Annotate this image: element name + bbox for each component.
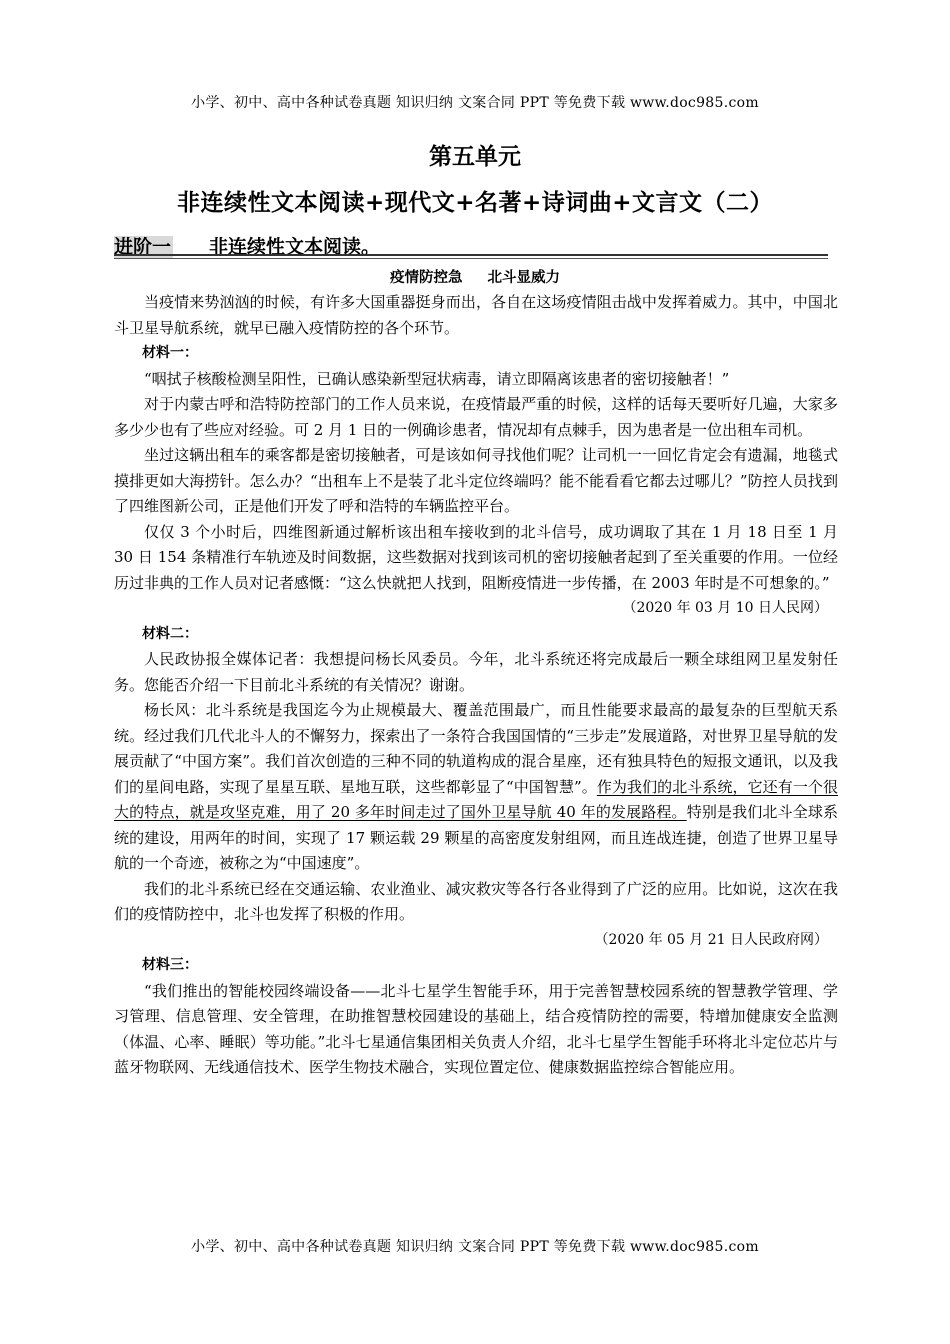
article-title: 疫情防控急 北斗显威力	[389, 270, 561, 286]
section-rule-thin	[114, 258, 828, 259]
page-footer: 小学、初中、高中各种试卷真题 知识归纳 文案合同 PPT 等免费下载 www.doc985.com	[191, 1239, 759, 1255]
unit-title: 第五单元	[429, 144, 521, 170]
material-2-text: 杨长风：北斗系统是我国迄今为止规模最大、覆盖范围最广，而且性能要求最高的最复杂的巨型航天系统。经过我们几代北斗人的不懈努力，探索出了一条符合我国国情的“三步走”发展道路，对世界卫星导航的发展贡献了“中国方案”。我们首次创造的三种不同的轨道构成的混合星座，还有独具特色的短报文通讯，以及我们的星间电路，实现了星星互联、星地互联，这些都彰显了“中国智慧”。	[114, 701, 838, 796]
material-2-source: （2020 年 05 月 21 日人民政府网）	[594, 931, 828, 948]
underlined-sentence: 作为我们的北斗系统，它还有一个很大的特点，就是攻坚克难，用了 20 多年时间走过了国外卫星导航 40 年的发展路程。	[114, 777, 838, 821]
section-name: 非连续性文本阅读。	[209, 236, 381, 258]
material-1-label: 材料一：	[142, 345, 198, 361]
article-intro: 当疫情来势汹汹的时候，有许多大国重器挺身而出，各自在这场疫情阻击战中发挥着威力。其中，中国北斗卫星导航系统，就早已融入疫情防控的各个环节。	[114, 293, 838, 337]
material-2-text: 特别是我们北斗全球系统的建设，用两年的时间，实现了 17 颗运载 29 颗星的高密度发射组网，而且连战连捷，创造了世界卫星导航的一个奇迹，被称之为“中国速度”。	[114, 803, 838, 872]
material-1-paragraph: “咽拭子核酸检测呈阳性，已确认感染新型冠状病毒，请立即隔离该患者的密切接触者！”	[144, 369, 730, 388]
material-2-paragraph: 人民政协报全媒体记者：我想提问杨长风委员。今年，北斗系统还将完成最后一颗全球组网卫星发射任务。您能否介绍一下目前北斗系统的有关情况？谢谢。	[114, 650, 838, 694]
material-1-source: （2020 年 03 月 10 日人民网）	[622, 600, 828, 616]
material-1-paragraph: 坐过这辆出租车的乘客都是密切接触者，可是该如何寻找他们呢？让司机一一回忆肯定会有遗漏，地毯式摸排更如大海捞针。怎么办？“出租车上不是装了北斗定位终端吗？能不能看看它都去过哪儿？”防控人员找到了四维图新公司，正是他们开发了呼和浩特的车辆监控平台。	[114, 446, 838, 515]
material-1-paragraph: 仅仅 3 个小时后，四维图新通过解析该出租车接收到的北斗信号，成功调取了其在 1 月 18 日至 1 月 30 日 154 条精准行车轨迹及时间数据，这些数据对找到该司机的密切接触者起到了至关重要的作用。一位经历过非典的工作人员对记者感慨：“这么快就把人找到，阻断疫情进一步传播，在 2003 年时是不可想象的。”	[114, 522, 838, 592]
article-body	[114, 290, 838, 1081]
section-tag: 进阶一	[114, 236, 172, 258]
material-3-label: 材料三：	[142, 957, 198, 973]
material-2-label: 材料二：	[142, 625, 198, 642]
main-title: 非连续性文本阅读+现代文+名著+诗词曲+文言文（二）	[176, 190, 774, 216]
material-2-paragraph	[114, 698, 838, 877]
material-1-paragraph: 对于内蒙古呼和浩特防控部门的工作人员来说，在疫情最严重的时候，这样的话每天要听好几遍，大家多多少少也有了些应对经验。可 2 月 1 日的一例确诊患者，情况却有点棘手，因为患者是一位出租车司机。	[114, 395, 838, 439]
material-3-paragraph: “我们推出的智能校园终端设备——北斗七星学生智能手环，用于完善智慧校园系统的智慧教学管理、学习管理、信息管理、安全管理，在助推智慧校园建设的基础上，结合疫情防控的需要，特增加健康安全监测（体温、心率、睡眠）等功能。”北斗七星通信集团相关负责人介绍，北斗七星学生智能手环将北斗定位芯片与蓝牙物联网、无线通信技术、医学生物技术融合，实现位置定位、健康数据监控综合智能应用。	[114, 981, 838, 1076]
section-rule-thick	[114, 254, 828, 256]
page-header: 小学、初中、高中各种试卷真题 知识归纳 文案合同 PPT 等免费下载 www.doc985.com	[191, 95, 759, 111]
material-2-paragraph: 我们的北斗系统已经在交通运输、农业渔业、减灾救灾等各行各业得到了广泛的应用。比如说，这次在我们的疫情防控中，北斗也发挥了积极的作用。	[114, 879, 838, 923]
section-heading	[114, 232, 828, 258]
